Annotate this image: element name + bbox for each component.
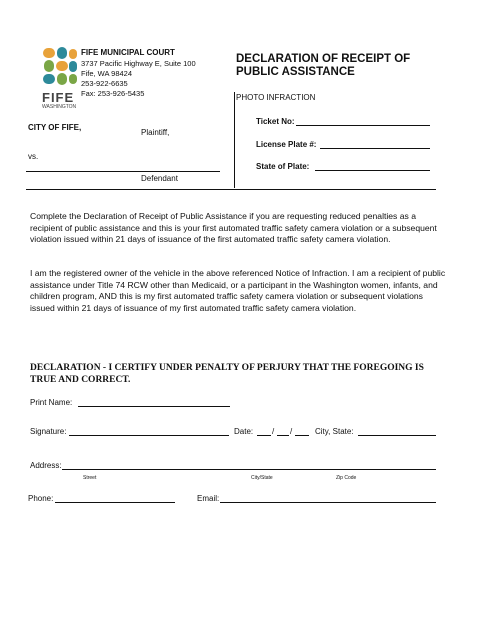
ticket-field[interactable] xyxy=(296,125,430,126)
address-zip-hint: Zip Code xyxy=(336,475,357,481)
email-label: Email: xyxy=(197,494,220,503)
fife-logo xyxy=(42,46,78,110)
instructions-paragraph-1: Complete the Declaration of Receipt of Public Assistance if you are requesting reduced penalties as a recipient of public assistance and this is your first automated traffic safety camera violation or a subsequent violation issued within 21 days of issuance of the first automated traffic safety camera violation. xyxy=(30,211,437,244)
fife-logo-icon xyxy=(42,46,78,86)
caption-divider xyxy=(234,92,235,188)
state-of-plate-label: State of Plate: xyxy=(256,162,310,171)
address-city-state-hint: City/State xyxy=(251,475,273,481)
license-plate-label: License Plate #: xyxy=(256,140,317,149)
date-day-field[interactable] xyxy=(277,435,289,436)
page-title-line2: PUBLIC ASSISTANCE xyxy=(236,66,355,78)
date-separator-2: / xyxy=(290,427,293,436)
court-address1: 3737 Pacific Highway E, Suite 100 xyxy=(81,59,196,68)
page-subtitle: PHOTO INFRACTION xyxy=(236,93,316,102)
court-address2: Fife, WA 98424 xyxy=(81,69,132,78)
court-phone: 253-922-6635 xyxy=(81,79,128,88)
signature-field[interactable] xyxy=(69,435,229,436)
date-separator-1: / xyxy=(272,427,275,436)
instructions-paragraph-2: I am the registered owner of the vehicle in the above referenced Notice of Infraction. I am a recipient of public assistance under Title 74 RCW other than Medicaid, or a participant in the Washington women, infants, and children program, AND this is my first automated traffic safety camera violation or subsequent violations issued within 21 days of issuance of my first automated traffic safety camera violation. xyxy=(30,268,446,313)
print-name-field[interactable] xyxy=(78,406,230,407)
phone-field[interactable] xyxy=(55,502,175,503)
state-of-plate-field[interactable] xyxy=(315,170,430,171)
defendant-label: Defendant xyxy=(141,174,178,183)
date-label: Date: xyxy=(234,427,254,436)
license-plate-field[interactable] xyxy=(320,148,430,149)
email-field[interactable] xyxy=(220,502,436,503)
address-field[interactable] xyxy=(62,469,436,470)
city-state-field[interactable] xyxy=(358,435,436,436)
phone-label: Phone: xyxy=(28,494,54,503)
date-year-field[interactable] xyxy=(295,435,309,436)
address-street-hint: Street xyxy=(83,475,97,481)
plaintiff-label: Plaintiff, xyxy=(141,128,170,137)
court-name: FIFE MUNICIPAL COURT xyxy=(81,48,175,57)
caption-bottom-rule xyxy=(26,189,436,190)
page-title-line1: DECLARATION OF RECEIPT OF xyxy=(236,53,411,65)
declaration-statement: DECLARATION - I CERTIFY UNDER PENALTY OF PERJURY THAT THE FOREGOING IS TRUE AND CORRECT. xyxy=(30,363,424,385)
plaintiff-name: CITY OF FIFE, xyxy=(28,123,82,132)
logo-sub: WASHINGTON xyxy=(42,104,77,110)
court-fax: Fax: 253-926-5435 xyxy=(81,89,145,98)
address-label: Address: xyxy=(30,461,62,470)
signature-label: Signature: xyxy=(30,427,67,436)
vs-label: vs. xyxy=(28,152,39,161)
date-month-field[interactable] xyxy=(257,435,271,436)
print-name-label: Print Name: xyxy=(30,398,73,407)
logo-name: FIFE xyxy=(42,90,75,105)
ticket-label: Ticket No: xyxy=(256,117,295,126)
defendant-name-line[interactable] xyxy=(26,171,220,172)
city-state-label: City, State: xyxy=(315,427,354,436)
